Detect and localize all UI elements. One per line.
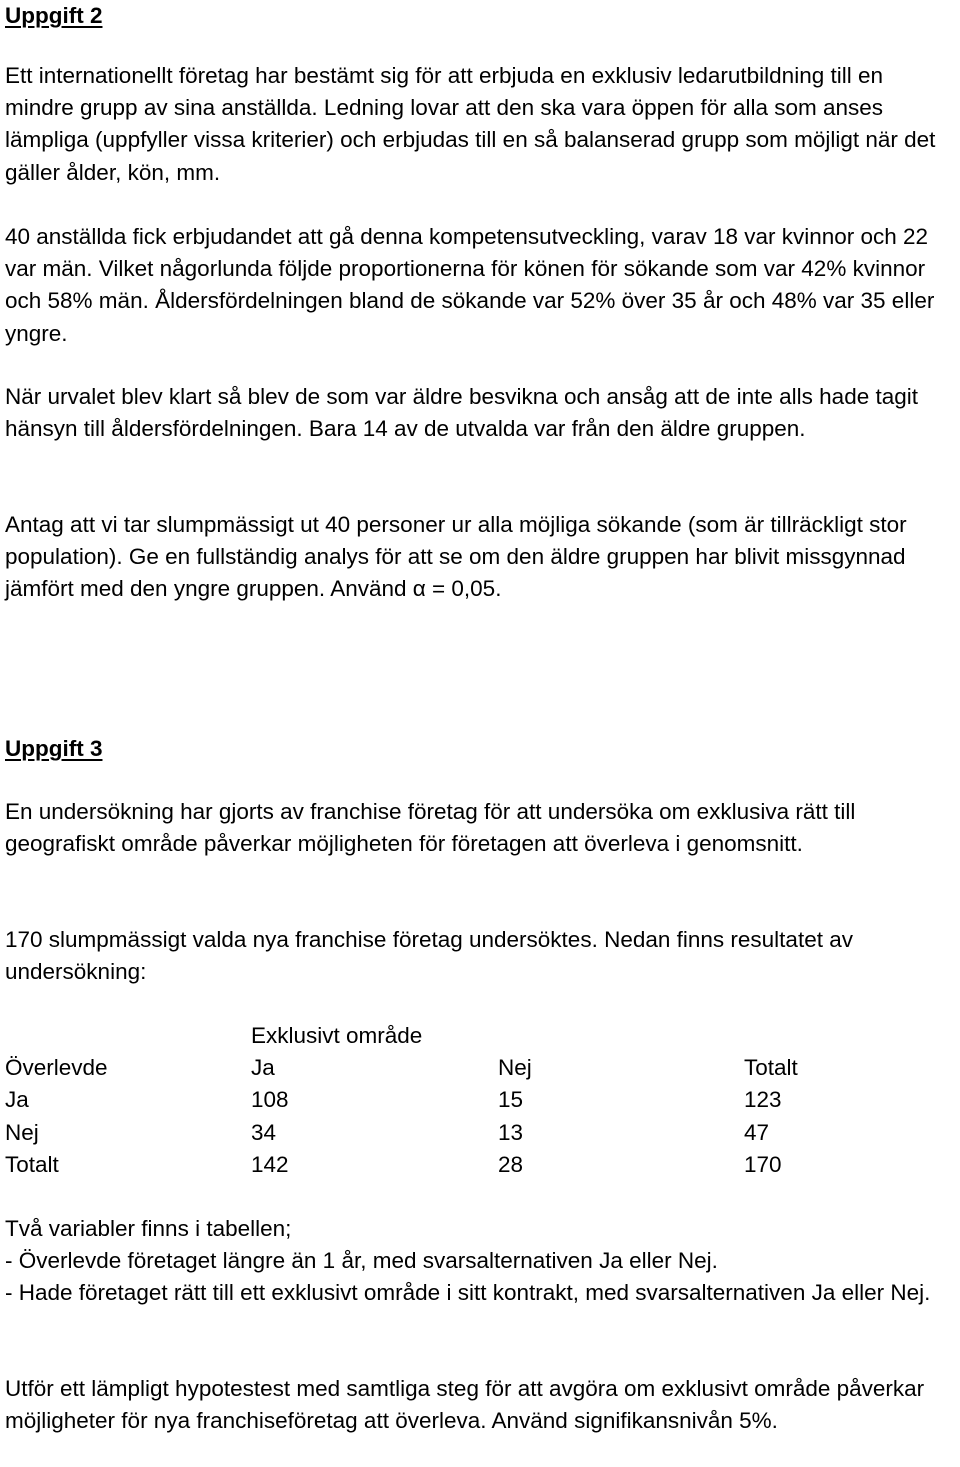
uppgift-2-paragraph-2: 40 anställda fick erbjudandet att gå denna kompetensutveckling, varav 18 var kvinnor och 22 var män. Vilket någorlunda följde proportionerna för könen för sökande som var 42% kvinnor och 58% män. Åldersfördelningen bland de sökande var 52% över 35 år och 48% var 35 eller yngre. <box>5 224 935 346</box>
table-cell: 47 <box>744 1119 770 1145</box>
variables-intro: Två variabler finns i tabellen; <box>5 1216 292 1241</box>
table-header-cell: Nej <box>498 1055 532 1081</box>
table-cell: 123 <box>744 1087 782 1113</box>
uppgift-2-heading: Uppgift 2 <box>5 3 103 28</box>
table-header-cell: Ja <box>251 1055 275 1081</box>
table-cell: 142 <box>251 1151 289 1177</box>
table-cell: Nej <box>5 1119 39 1145</box>
uppgift-2-paragraph-4: Antag att vi tar slumpmässigt ut 40 personer ur alla möjliga sökande (som är tillräckligt stor population). Ge en fullständig analys för att se om den äldre gruppen har blivit missgynnad jämfört med den yngre gruppen. Använd α = 0,05. <box>5 512 907 602</box>
table-cell: 108 <box>251 1087 289 1113</box>
table-group-header: Exklusivt område <box>251 1023 423 1048</box>
table-cell: 15 <box>498 1087 524 1113</box>
table-cell: 170 <box>744 1151 782 1177</box>
uppgift-3-paragraph-3: Utför ett lämpligt hypotestest med samtliga steg för att avgöra om exklusivt område påverkar möjligheter för nya franchiseföretag att överleva. Använd signifikansnivån 5%. <box>5 1376 925 1434</box>
uppgift-2-paragraph-3: När urvalet blev klart så blev de som var äldre besvikna och ansåg att de inte alls hade tagit hänsyn till åldersfördelningen. Bara 14 av de utvalda var från den äldre gruppen. <box>5 384 918 442</box>
table-cell: 34 <box>251 1119 277 1145</box>
table-header-row <box>5 1052 955 1084</box>
table-cell: 28 <box>498 1151 524 1177</box>
table-header-cell: Överlevde <box>5 1055 108 1081</box>
table-group-header-row <box>5 1020 955 1052</box>
table-row <box>5 1117 955 1149</box>
variable-1-description: - Överlevde företaget längre än 1 år, med svarsalternativen Ja eller Nej. <box>5 1248 718 1273</box>
survival-table <box>5 1020 955 1181</box>
table-header-cell: Totalt <box>744 1055 798 1081</box>
uppgift-3-paragraph-2: 170 slumpmässigt valda nya franchise företag undersöktes. Nedan finns resultatet av undersökning: <box>5 927 853 985</box>
table-row <box>5 1149 955 1181</box>
uppgift-3-paragraph-1: En undersökning har gjorts av franchise företag för att undersöka om exklusiva rätt till geografiskt område påverkar möjligheten för företagen att överleva i genomsnitt. <box>5 799 856 857</box>
table-row <box>5 1084 955 1116</box>
variable-2-description: - Hade företaget rätt till ett exklusivt område i sitt kontrakt, med svarsalternativen Ja eller Nej. <box>5 1280 931 1305</box>
uppgift-2-paragraph-1: Ett internationellt företag har bestämt sig för att erbjuda en exklusiv ledarutbildning till en mindre grupp av sina anställda. Ledning lovar att den ska vara öppen för alla som anses lämpliga (uppfyller vissa kriterier) och erbjudas till en så balanserad grupp som möjligt när det gäller ålder, kön, mm. <box>5 63 936 185</box>
uppgift-3-heading: Uppgift 3 <box>5 736 103 761</box>
table-cell: 13 <box>498 1119 524 1145</box>
table-cell: Ja <box>5 1087 29 1113</box>
table-cell: Totalt <box>5 1151 59 1177</box>
